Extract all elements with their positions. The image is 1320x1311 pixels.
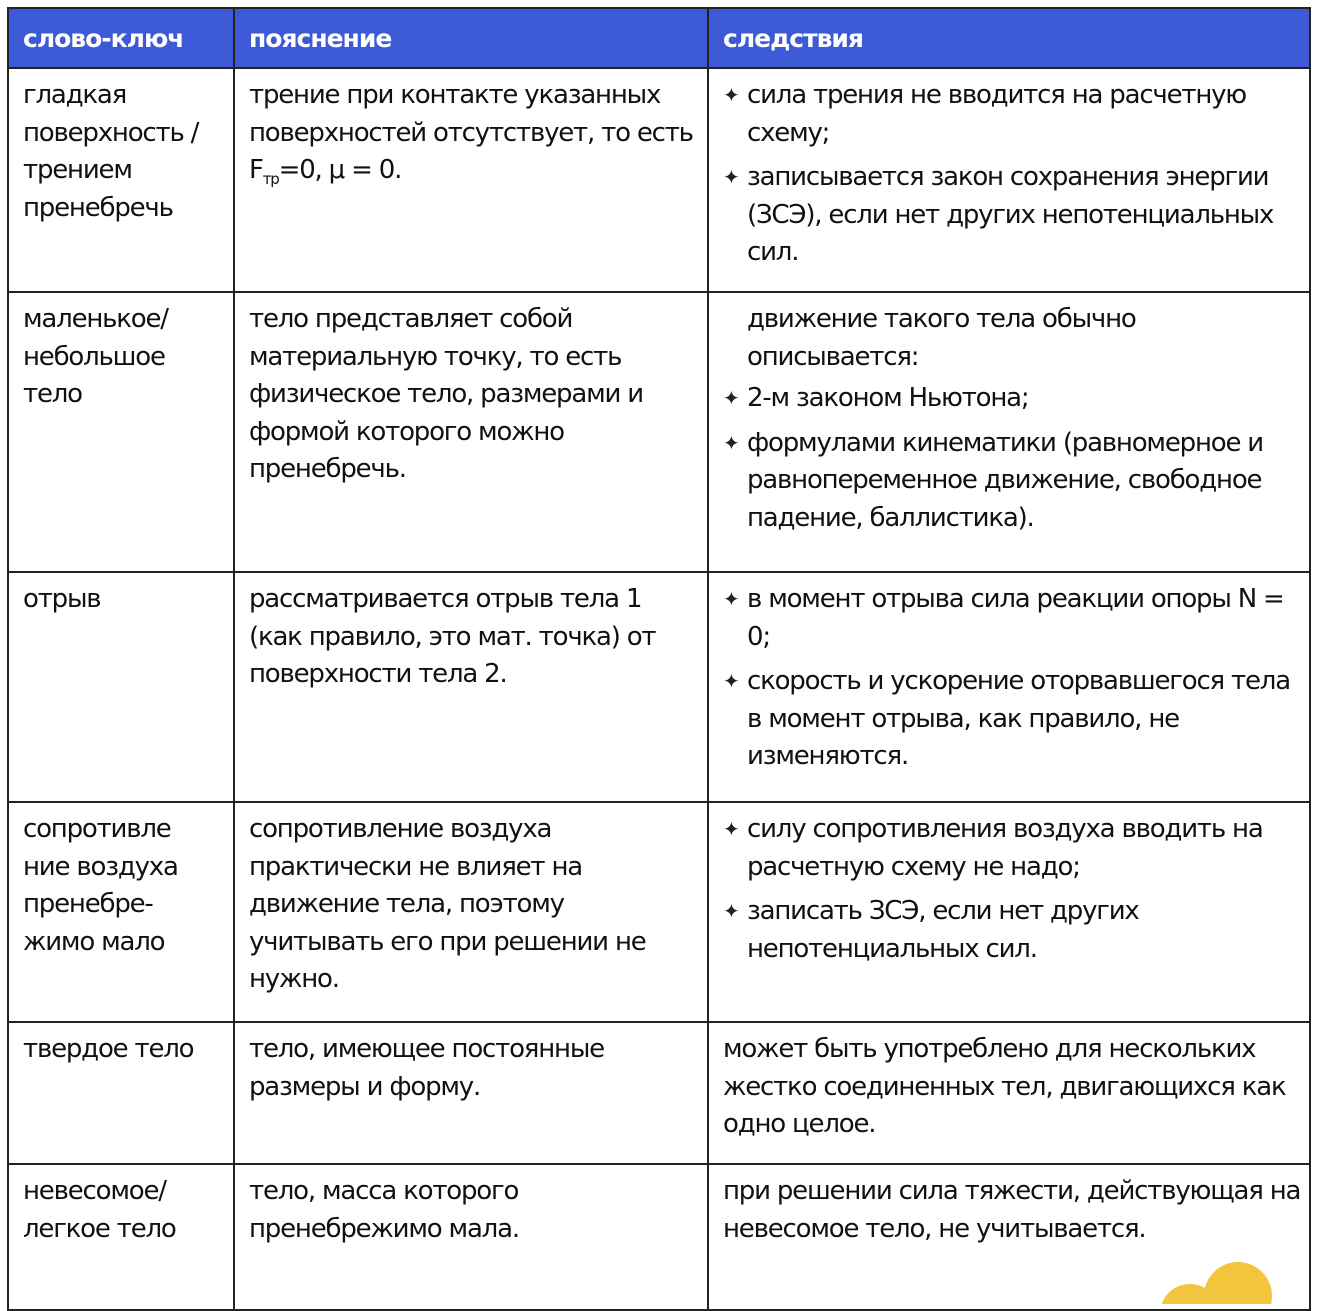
explanation-cell (234, 802, 708, 1022)
consequence-list (723, 811, 1301, 968)
list-item (723, 581, 1301, 656)
consequences-cell (708, 802, 1310, 1022)
explanation-text: тело, масса которого пренебрежимо мала. (249, 1176, 519, 1244)
consequence-text: при решении сила тяжести, действующая на невесомое тело, не учитывается. (723, 1176, 1301, 1244)
keyword-text: гладкая поверхность / трением пренебречь (23, 80, 199, 223)
header-consequences: следствия (708, 8, 1310, 68)
consequence-text: в момент отрыва сила реакции опоры N = 0; (747, 584, 1284, 652)
explanation-text: тело, имеющее постоянные размеры и форму. (249, 1034, 604, 1102)
consequence-text: формулами кинематики (равномерное и равнопеременное движение, свободное падение, баллистика). (747, 427, 1264, 533)
list-item (723, 77, 1301, 152)
explanation-text (249, 77, 697, 190)
table-row (8, 572, 1310, 802)
four-point-star-icon: ✦ (723, 83, 739, 107)
consequences-cell (708, 68, 1310, 292)
consequence-text: записать ЗСЭ, если нет других непотенциальных сил. (747, 896, 1139, 964)
consequences-cell (708, 1022, 1310, 1164)
list-item (723, 663, 1301, 776)
list-item (723, 893, 1301, 968)
list-item (723, 811, 1301, 886)
table-header-row (8, 8, 1310, 68)
consequence-text: сила трения не вводится на расчетную схему; (747, 80, 1246, 148)
keyword-cell (8, 68, 234, 292)
consequences-cell (708, 292, 1310, 572)
keyword-cell (8, 802, 234, 1022)
four-point-star-icon: ✦ (723, 587, 739, 611)
explanation-text: сопротивление воздуха практически не влияет на движение тела, поэтому учитывать его при решении не нужно. (249, 814, 646, 994)
table-row (8, 68, 1310, 292)
four-point-star-icon: ✦ (723, 386, 739, 410)
four-point-star-icon: ✦ (723, 165, 739, 189)
explanation-cell (234, 292, 708, 572)
explanation-text: тело представляет собой материальную точку, то есть физическое тело, размерами и формой которого можно пренебречь. (249, 304, 643, 484)
consequence-text: записывается закон сохранения энергии (ЗСЭ), если нет других непотенциальных сил. (747, 162, 1274, 267)
keyword-text: маленькое/ небольшое тело (23, 304, 168, 409)
keyword-cell (8, 572, 234, 802)
keyword-text: отрыв (23, 584, 101, 614)
explanation-cell (234, 68, 708, 292)
cloud-shape-fill (1160, 1262, 1272, 1304)
list-item (723, 159, 1301, 272)
keywords-table (7, 7, 1311, 1311)
consequence-list (723, 380, 1301, 537)
keyword-text: твердое тело (23, 1034, 194, 1064)
table-row (8, 802, 1310, 1022)
list-item (723, 380, 1301, 418)
explanation-cell (234, 572, 708, 802)
table-row (8, 1164, 1310, 1310)
consequence-list (723, 581, 1301, 776)
four-point-star-icon: ✦ (723, 430, 739, 455)
consequence-text: может быть употреблено для нескольких жестко соединенных тел, двигающихся как одно целое. (723, 1034, 1286, 1139)
consequence-text: скорость и ускорение оторвавшегося тела в момент отрыва, как правило, не изменяются. (747, 666, 1290, 771)
keyword-text: сопротивле ние воздуха пренебре- жимо мало (23, 814, 178, 957)
explanation-cell (234, 1022, 708, 1164)
four-point-star-icon: ✦ (723, 899, 739, 923)
cloud-shape-graphic (1150, 1248, 1290, 1304)
friction-subscript: тр (262, 170, 279, 189)
four-point-star-icon: ✦ (723, 817, 739, 841)
keyword-text: невесомое/ легкое тело (23, 1176, 176, 1244)
explanation-cell (234, 1164, 708, 1310)
header-explanation: пояснение (234, 8, 708, 68)
consequence-lead: движение такого тела обычно описывается: (747, 304, 1136, 372)
four-point-star-icon: ✦ (723, 669, 739, 693)
table-row (8, 1022, 1310, 1164)
explanation-text-part: трение при контакте указанных поверхностей отсутствует, то есть F (249, 80, 693, 185)
consequence-list (723, 77, 1301, 272)
header-keyword: слово-ключ (8, 8, 234, 68)
keyword-cell (8, 292, 234, 572)
explanation-text-part: =0, μ = 0. (278, 155, 402, 185)
list-item (723, 425, 1301, 538)
explanation-text: рассматривается отрыв тела 1 (как правило, это мат. точка) от поверхности тела 2. (249, 584, 656, 689)
keyword-cell (8, 1164, 234, 1310)
keyword-cell (8, 1022, 234, 1164)
cloud-shape-icon (1150, 1248, 1290, 1304)
consequence-text: 2-м законом Ньютона; (747, 383, 1029, 413)
table-row (8, 292, 1310, 572)
consequences-cell (708, 572, 1310, 802)
consequence-text: силу сопротивления воздуха вводить на расчетную схему не надо; (747, 814, 1263, 882)
